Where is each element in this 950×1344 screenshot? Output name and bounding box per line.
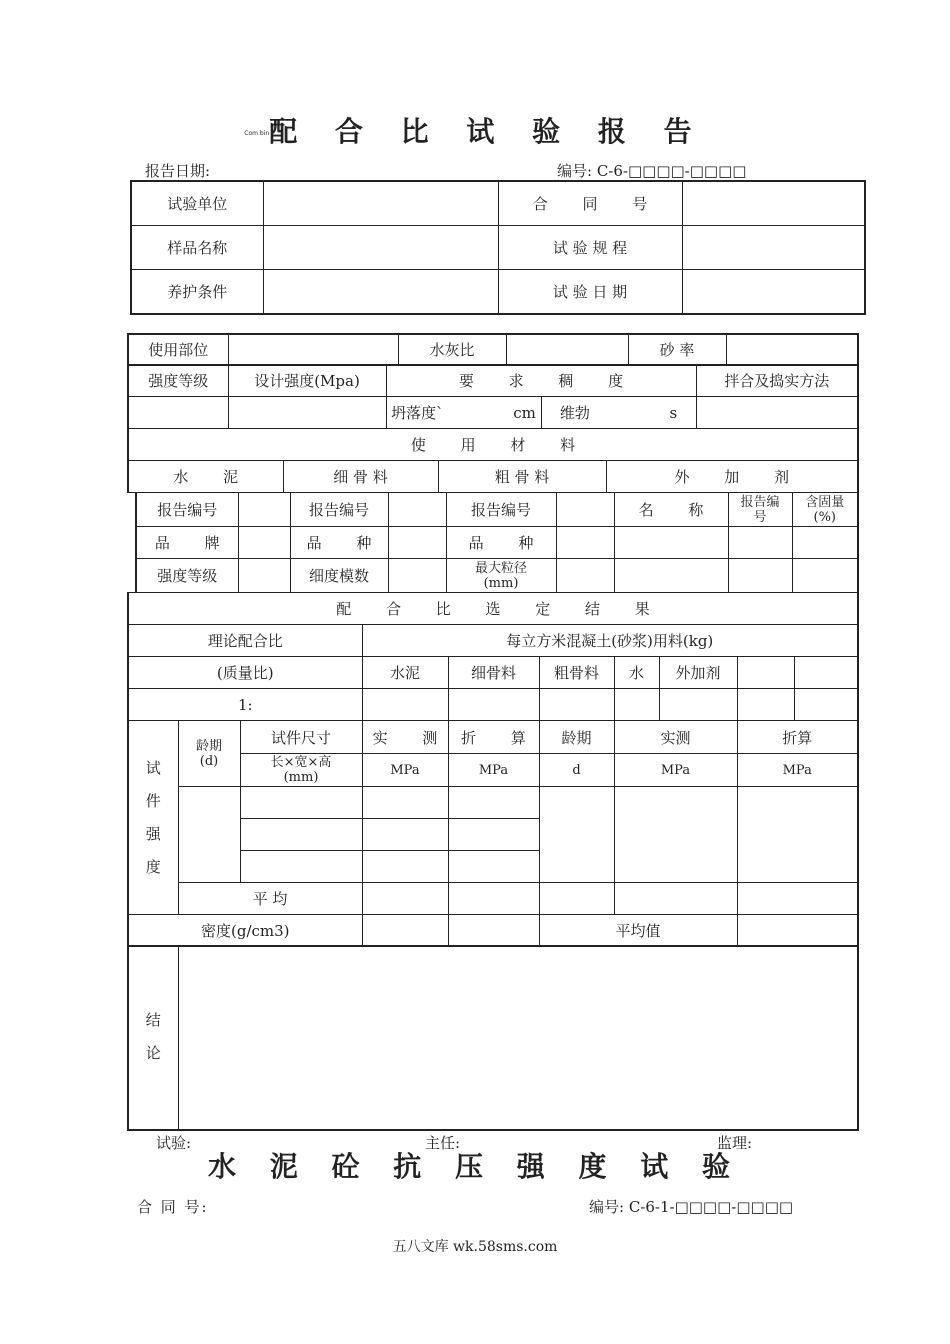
age-label: 龄期: [539, 721, 614, 754]
conclusion-field[interactable]: [178, 946, 858, 1130]
density-label: 密度(g/cm3): [128, 915, 362, 947]
average-age-field[interactable]: [539, 883, 614, 915]
fineness-modulus-field[interactable]: [388, 559, 446, 593]
cement-report-no-label: 报告编号: [136, 493, 238, 527]
report-date-label: 报告日期:: [145, 162, 211, 180]
admixture-report-no-field[interactable]: [728, 527, 792, 559]
age-field[interactable]: [178, 787, 240, 883]
contract-label: 合 同 号: [498, 181, 682, 225]
mix-result-table: [127, 592, 859, 721]
coarse-report-no-field[interactable]: [556, 493, 614, 527]
usage-admixture-label: 外加剂: [659, 657, 737, 689]
mixing-method-field[interactable]: [696, 397, 858, 429]
measured-label: 实 测: [362, 721, 448, 754]
slump-cell[interactable]: [386, 397, 541, 429]
vebe-unit: s: [669, 404, 678, 422]
solid-content-field-2[interactable]: [792, 559, 858, 593]
design-strength-field[interactable]: [228, 397, 386, 429]
curing-label: 养护条件: [131, 269, 263, 314]
usage-part-label: 使用部位: [128, 334, 228, 365]
average-label: 平 均: [178, 883, 362, 915]
admixture-name-field[interactable]: [614, 527, 728, 559]
average-value-label: 平均值: [539, 915, 737, 947]
converted2-label: 折算: [737, 721, 858, 754]
report-title: Com bin配 合 比 试 验 报 告: [244, 115, 706, 148]
sample-label: 样品名称: [131, 225, 263, 269]
usage-coarse-label: 粗骨料: [539, 657, 614, 689]
unit-field[interactable]: [263, 181, 498, 225]
usage-cement-label: 水泥: [362, 657, 448, 689]
max-particle-size-label: 最大粒径(mm): [446, 559, 556, 593]
strength-grade-field[interactable]: [128, 397, 228, 429]
curing-field[interactable]: [263, 269, 498, 314]
second-number: 编号: C-6-1-□□□□-□□□□: [589, 1198, 794, 1216]
mpa-unit-3: MPa: [614, 754, 737, 787]
mass-ratio-label: (质量比): [128, 657, 362, 689]
procedure-label: 试 验 规 程: [498, 225, 682, 269]
density-field-2[interactable]: [448, 915, 539, 947]
usage-fine-value[interactable]: [448, 689, 539, 721]
tester-label: 试验:: [156, 1134, 192, 1152]
cement-grade-field[interactable]: [238, 559, 290, 593]
slump-unit: cm: [513, 404, 536, 422]
usage-fine-label: 细骨料: [448, 657, 539, 689]
max-particle-size-field[interactable]: [556, 559, 614, 593]
converted-field-1[interactable]: [448, 787, 539, 819]
test-date-label: 试 验 日 期: [498, 269, 682, 314]
fine-report-no-field[interactable]: [388, 493, 446, 527]
usage-coarse-value[interactable]: [539, 689, 614, 721]
average-measured-field[interactable]: [362, 883, 448, 915]
admixture-name-field-2[interactable]: [614, 559, 728, 593]
mix-result-heading: 配 合 比 选 定 结 果: [128, 593, 858, 625]
main-table-requirements: [127, 364, 859, 461]
materials-details: [135, 492, 859, 593]
age2-field[interactable]: [539, 787, 614, 883]
unit-label: 试验单位: [131, 181, 263, 225]
supervisor-label: 监理:: [717, 1134, 753, 1152]
measured-field-2[interactable]: [362, 819, 448, 851]
water-cement-ratio-field[interactable]: [506, 334, 628, 365]
director-label: 主任:: [425, 1134, 461, 1152]
usage-extra-2[interactable]: [794, 657, 858, 689]
sand-ratio-field[interactable]: [726, 334, 858, 365]
specimen-size-label: 试件尺寸: [240, 721, 362, 754]
usage-extra-2-value[interactable]: [794, 689, 858, 721]
vebe-cell[interactable]: [541, 397, 696, 429]
second-title: 水 泥 砼 抗 压 强 度 试 验: [208, 1150, 742, 1183]
average-value-field[interactable]: [737, 915, 858, 947]
converted2-field[interactable]: [737, 787, 858, 883]
solid-content-label: 含固量(%): [792, 493, 858, 527]
ratio-value[interactable]: 1:: [128, 689, 362, 721]
vebe-label: 维勃: [559, 404, 590, 422]
usage-water-label: 水: [614, 657, 659, 689]
mixing-method-label: 拌合及捣实方法: [696, 365, 858, 397]
footer-watermark: 五八文库 wk.58sms.com: [392, 1239, 558, 1255]
size-field-2[interactable]: [240, 819, 362, 851]
converted-field-3[interactable]: [448, 851, 539, 883]
fine-variety-field[interactable]: [388, 527, 446, 559]
slump-label: 坍落度`: [391, 404, 444, 422]
main-table-usage: [127, 333, 859, 366]
usage-part-field[interactable]: [228, 334, 398, 365]
fine-aggregate-heading: 细 骨 料: [283, 461, 438, 493]
average-converted2-field[interactable]: [737, 883, 858, 915]
coarse-report-no-label: 报告编号: [446, 493, 556, 527]
test-date-field[interactable]: [682, 269, 865, 314]
converted-field-2[interactable]: [448, 819, 539, 851]
usage-extra-1-value[interactable]: [737, 689, 794, 721]
mpa-unit-2: MPa: [448, 754, 539, 787]
contract-field[interactable]: [682, 181, 865, 225]
usage-water-value[interactable]: [614, 689, 659, 721]
conclusion-label: 结论: [128, 946, 178, 1130]
measured2-field[interactable]: [614, 787, 737, 883]
strength-grade-label: 强度等级: [128, 365, 228, 397]
age-days-label: 龄期(d): [178, 721, 240, 787]
report-number: 编号: C-6-□□□□-□□□□: [557, 162, 747, 180]
usage-cement-value[interactable]: [362, 689, 448, 721]
design-strength-label: 设计强度(Mpa): [228, 365, 386, 397]
cement-heading: 水 泥: [128, 461, 283, 493]
fineness-modulus-label: 细度模数: [290, 559, 388, 593]
measured-field-1[interactable]: [362, 787, 448, 819]
admixture-heading: 外 加 剂: [606, 461, 858, 493]
cement-report-no-field[interactable]: [238, 493, 290, 527]
average-measured2-field[interactable]: [614, 883, 737, 915]
specimen-strength-label: 试件强度: [128, 721, 178, 915]
materials-categories: [127, 460, 859, 493]
title-prefix: Com bin: [244, 129, 270, 137]
converted-label: 折 算: [448, 721, 539, 754]
consistency-label: 要 求 稠 度: [386, 365, 696, 397]
header-table: [130, 180, 866, 315]
mpa-unit-4: MPa: [737, 754, 858, 787]
sand-ratio-label: 砂 率: [628, 334, 726, 365]
measured2-label: 实测: [614, 721, 737, 754]
mpa-unit-1: MPa: [362, 754, 448, 787]
density-field-1[interactable]: [362, 915, 448, 947]
per-m3-usage-label: 每立方米混凝土(砂浆)用料(kg): [362, 625, 858, 657]
size-field-1[interactable]: [240, 787, 362, 819]
materials-heading: 使 用 材 料: [128, 429, 858, 461]
second-contract-no: 合 同 号:: [137, 1198, 209, 1216]
coarse-aggregate-heading: 粗 骨 料: [438, 461, 606, 493]
lwh-label: 长×宽×高(mm): [240, 754, 362, 787]
average-converted-field[interactable]: [448, 883, 539, 915]
theoretical-ratio-label: 理论配合比: [128, 625, 362, 657]
usage-admixture-value[interactable]: [659, 689, 737, 721]
specimen-strength-table: [127, 720, 859, 947]
admixture-name-label: 名 称: [614, 493, 728, 527]
solid-content-field[interactable]: [792, 527, 858, 559]
fine-report-no-label: 报告编号: [290, 493, 388, 527]
admixture-report-no-label: 报告编号: [728, 493, 792, 527]
brand-label: 品 牌: [136, 527, 238, 559]
fine-variety-label: 品 种: [290, 527, 388, 559]
size-field-3[interactable]: [240, 851, 362, 883]
brand-field[interactable]: [238, 527, 290, 559]
water-cement-ratio-label: 水灰比: [398, 334, 506, 365]
coarse-variety-field[interactable]: [556, 527, 614, 559]
usage-extra-1[interactable]: [737, 657, 794, 689]
measured-field-3[interactable]: [362, 851, 448, 883]
admixture-report-no-field-2[interactable]: [728, 559, 792, 593]
conclusion-table: [127, 945, 859, 1131]
sample-field[interactable]: [263, 225, 498, 269]
d-unit: d: [539, 754, 614, 787]
procedure-field[interactable]: [682, 225, 865, 269]
coarse-variety-label: 品 种: [446, 527, 556, 559]
cement-grade-label: 强度等级: [136, 559, 238, 593]
